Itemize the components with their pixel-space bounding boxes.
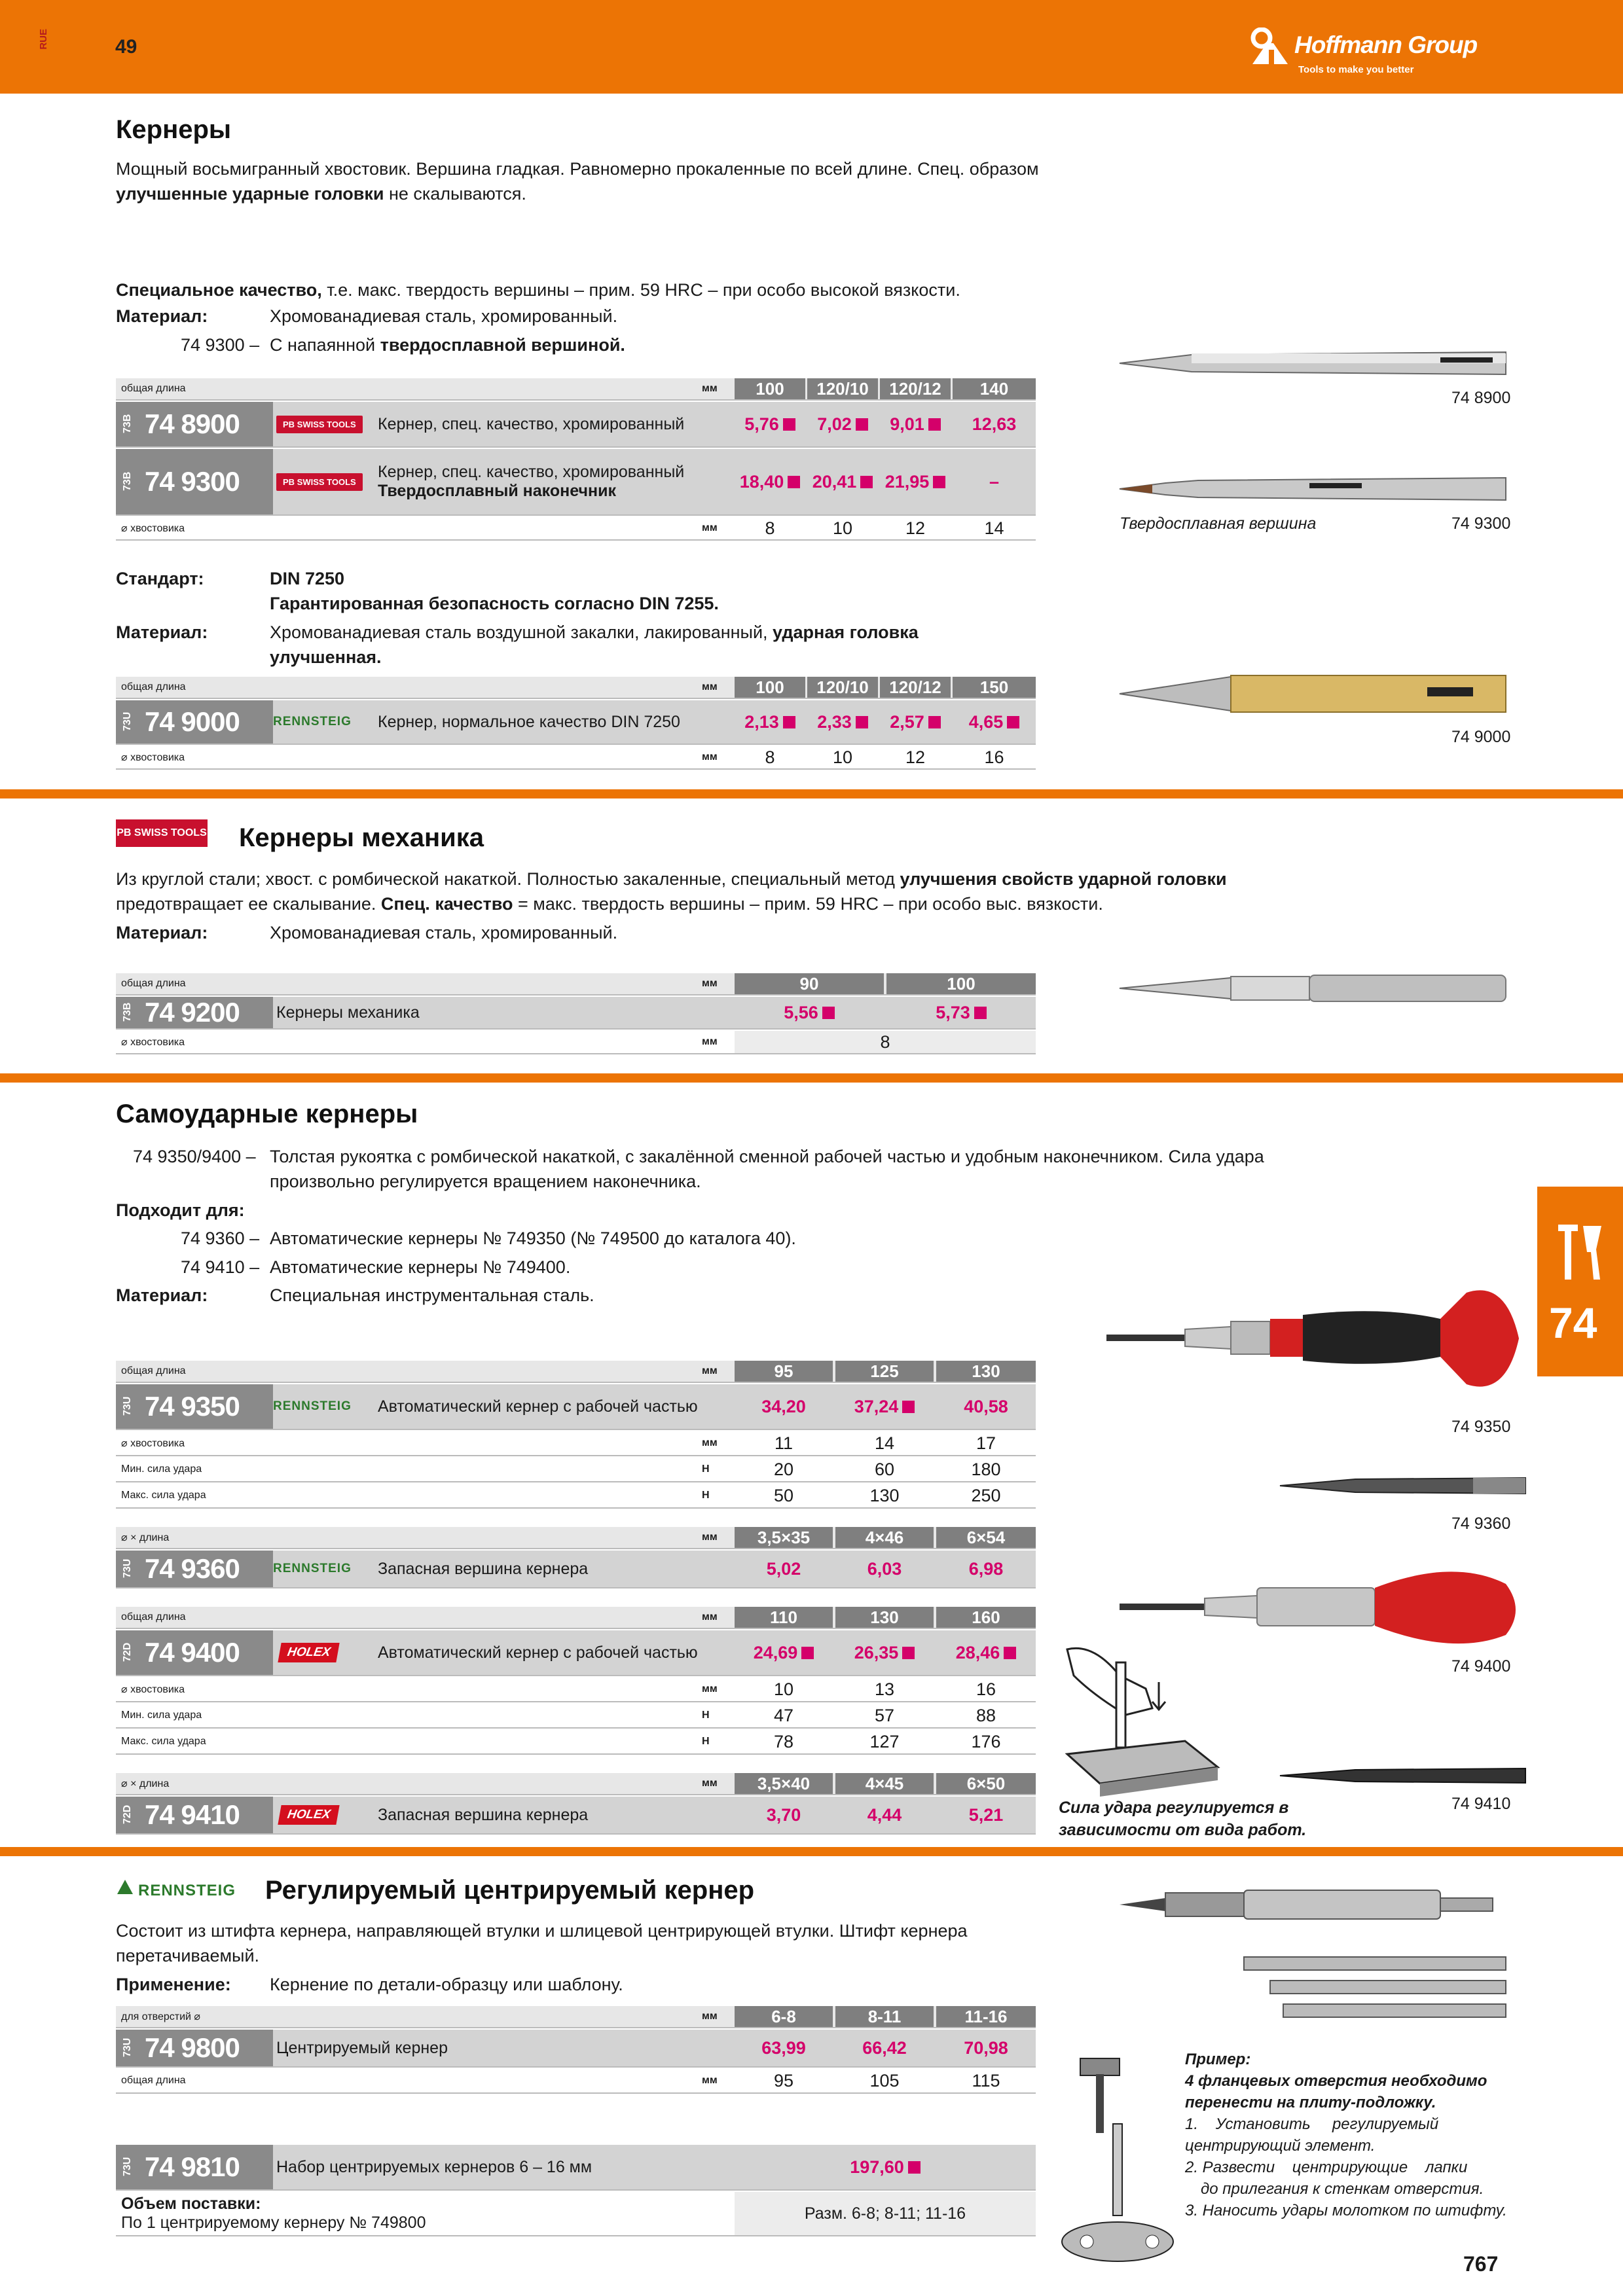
center-punch-image [1113,661,1512,726]
value: 115 [972,2070,1000,2090]
value: 12 [905,747,926,767]
article-number: 73U 74 9000 [116,700,273,744]
image-caption: 74 9360 [1451,1515,1511,1533]
brand-logo: HOLEX [280,1797,338,1833]
fit-label: Подходит для: [116,1200,245,1220]
unit: мм [702,522,718,533]
section-title: Самоударные кернеры [116,1100,418,1128]
note-text: произвольно регулируется вращением наконечника. [270,1172,701,1191]
col-header: 160 [936,1607,1036,1628]
article-number: 72D 74 9400 [116,1630,273,1675]
quality-line: Специальное качество, т.е. макс. твердость вершины – прим. 59 HRC – при особо высокой вязкости. [116,280,960,300]
unit: мм [702,681,718,692]
image-caption: Твердосплавная вершина [1120,514,1317,533]
product-description: Кернеры механика [276,1003,420,1022]
spec-row [116,1704,1036,1729]
price[interactable]: 5,02 [766,1558,801,1579]
example-line: перенести на плиту-подложку. [1185,2094,1436,2111]
value: 180 [971,1459,1001,1479]
note-number: 74 9350/9400 – [133,1147,256,1166]
col-header: 6×50 [936,1773,1036,1794]
example-line: 3. Наносить удары молотком по штифту. [1185,2202,1507,2219]
center-punch-image [1113,466,1512,512]
material-text: Хромованадиевая сталь воздушной закалки, лакированный, ударная головка [270,622,919,642]
section-title: Регулируемый центрируемый кернер [265,1876,755,1905]
value: 105 [869,2070,900,2090]
col-header: 120/10 [807,677,878,698]
intro-line: Мощный восьмигранный хвостовик. Вершина гладкая. Равномерно прокаленные по всей длине. Спец. образом [116,159,1039,179]
page-header [0,0,1623,94]
image-caption: 74 9350 [1451,1418,1511,1436]
col-header: 100 [735,677,805,698]
centering-punch-image [1113,1878,1519,2029]
hoffmann-logo [1247,27,1509,80]
supply-row [116,2192,1036,2236]
spec-row [116,1431,1036,1456]
table-header-row [116,973,1036,996]
header-label: общая длина [121,978,186,989]
example-illustration [1054,2045,1192,2278]
unit: Н [702,1736,710,1747]
brand-logo: RENNSTEIG [273,1399,352,1413]
price[interactable]: 5,21 [968,1804,1004,1825]
value: 14 [874,1433,895,1453]
application-text: Кернение по детали-образцу или шаблону. [270,1975,623,1994]
col-header: 125 [835,1361,934,1382]
price[interactable]: 6,98 [968,1558,1004,1579]
price[interactable]: 40,58 [964,1396,1008,1416]
example-line: центрирующий элемент. [1185,2137,1376,2155]
product-description: Запасная вершина кернера [378,1559,589,1578]
logo-name: Hoffmann Group [1294,31,1478,58]
material-text: улучшенная. [270,647,382,667]
value: 13 [874,1679,895,1699]
article-number: 73B 74 8900 [116,402,273,446]
col-header: 6×54 [936,1527,1036,1548]
table-row[interactable] [116,1384,1036,1430]
value: 88 [976,1705,996,1725]
col-header: 130 [936,1361,1036,1382]
unit: Н [702,1710,710,1721]
value: 12 [905,518,926,538]
price[interactable]: 24,69 [735,1630,833,1675]
col-header: 100 [735,378,805,399]
material-text: Специальная инструментальная сталь. [270,1285,594,1305]
unit: Н [702,1490,710,1501]
col-header: 120/12 [880,677,951,698]
price[interactable]: 26,35 [835,1630,934,1675]
col-header: 8-11 [835,2006,934,2027]
article-number: 73U 74 9810 [116,2145,273,2189]
article-number: 73B 74 9300 [116,449,273,514]
unit: мм [702,1036,718,1047]
article-number: 73B 74 9200 [116,997,273,1028]
value: 95 [773,2070,794,2090]
replacement-tip-image [1277,1466,1539,1505]
spec-row [116,1730,1036,1755]
product-description: Кернер, спец. качество, хромированный [378,414,685,433]
col-header: 3,5×35 [735,1527,833,1548]
product-description: Автоматический кернер с рабочей частью [378,1643,698,1662]
product-description: Набор центрируемых кернеров 6 – 16 мм [276,2157,593,2176]
table-header-row [116,1361,1036,1383]
table-header-row [116,1527,1036,1549]
header-label: для отверстий ⌀ [121,2011,201,2022]
page-number-footer: 767 [1463,2252,1499,2276]
example-line: 1. Установить регулируемый [1185,2115,1439,2133]
value: 17 [976,1433,996,1453]
col-header: 120/12 [880,378,951,399]
col-header: 110 [735,1607,833,1628]
page-number: 49 [115,36,137,58]
value: 16 [984,747,1004,767]
spec-row [116,1458,1036,1482]
material-label: Материал: [116,923,208,942]
price[interactable]: 2,33 [807,700,878,744]
image-caption: Сила удара регулируется в [1059,1799,1289,1817]
value: 8 [735,1031,1036,1053]
table-footer-row [116,517,1036,541]
table-row[interactable] [116,2030,1036,2068]
unit: мм [702,1611,718,1623]
material-text: Хромованадиевая сталь, хромированный. [270,923,618,942]
image-caption: зависимости от вида работ. [1059,1821,1307,1839]
product-description: Автоматический кернер с рабочей частью [378,1397,698,1416]
desc-line: Состоит из штифта кернера, направляющей втулки и шлицевой центрирующей втулки. Штифт кернера [116,1921,968,1941]
price[interactable]: 63,99 [761,2037,806,2058]
price[interactable]: 9,01 [880,402,951,446]
price[interactable]: 5,76 [735,402,805,446]
price[interactable]: 34,20 [761,1396,806,1416]
spec-label: Мин. сила удара [121,1710,202,1721]
example-text [1185,2049,1509,2221]
price[interactable]: 5,73 [886,997,1036,1028]
table-row[interactable] [116,1797,1036,1835]
section-title: Кернеры [116,115,232,144]
spec-label: Макс. сила удара [121,1736,206,1747]
example-title: Пример: [1185,2051,1251,2068]
footer-label: ⌀ хвостовика [121,1037,185,1048]
standard-label: Стандарт: [116,569,204,588]
tools-icon [1557,1223,1603,1282]
footer-label: ⌀ хвостовика [121,752,185,763]
price[interactable]: 3,70 [766,1804,801,1825]
note-text: Толстая рукоятка с ромбической накаткой, с закалённой сменной рабочей частью и удобным наконечником. Сила удара [270,1147,1264,1166]
example-line: до прилегания к стенкам отверстия. [1201,2180,1484,2198]
price[interactable]: 4,65 [953,700,1036,744]
section-title: Кернеры механика [239,823,484,852]
brand-logo: PB SWISS TOOLS [276,449,363,514]
col-header: 6-8 [735,2006,833,2027]
spec-row [116,1484,1036,1509]
header-label: общая длина [121,681,186,692]
value: 78 [773,1731,794,1751]
value: 47 [773,1705,794,1725]
table-footer-row [116,1031,1036,1054]
unit: мм [702,1778,718,1789]
material-text: Хромованадиевая сталь, хромированный. [270,306,618,326]
standard-text: DIN 7250 [270,569,345,588]
unit: мм [702,1437,718,1448]
header-label: общая длина [121,1611,186,1623]
value: 57 [874,1705,895,1725]
standard-text: Гарантированная безопасность согласно DIN 7255. [270,594,719,613]
hand-illustration [1054,1636,1237,1800]
table-row[interactable] [116,700,1036,745]
intro-line: улучшенные ударные головки не скалываются. [116,184,526,204]
value: 176 [971,1731,1001,1751]
footer-label: общая длина [121,2075,186,2086]
material-label: Материал: [116,622,208,642]
table-row[interactable] [116,449,1036,516]
price[interactable]: 5,56 [735,997,884,1028]
col-header: 3,5×40 [735,1773,833,1794]
image-caption: 74 8900 [1451,389,1511,407]
value: 130 [869,1485,900,1505]
desc-line: предотвращает ее скалывание. Спец. качество = макс. твердость вершины – прим. 59 HRC – при особо выс. вязкости. [116,894,1103,914]
table-row[interactable] [116,1630,1036,1676]
product-description: Центрируемый кернер [276,2038,448,2057]
section-divider [0,1847,1623,1856]
header-label: ⌀ × длина [121,1532,170,1543]
spec-label: Макс. сила удара [121,1490,206,1501]
unit: мм [702,1683,718,1695]
unit: мм [702,978,718,989]
article-number: 73U 74 9800 [116,2030,273,2066]
rennsteig-logo-icon [116,1877,134,1895]
image-caption: 74 9400 [1451,1657,1511,1676]
spec-row [116,1677,1036,1702]
unit: мм [702,383,718,394]
unit: мм [702,1365,718,1376]
table-row[interactable] [116,997,1036,1030]
article-number: 73U 74 9360 [116,1551,273,1587]
price[interactable]: 197,60 [735,2145,1036,2189]
note-text: Автоматические кернеры № 749400. [270,1257,571,1277]
value: 8 [765,747,775,767]
rennsteig-logo: RENNSTEIG [116,1877,236,1900]
mechanic-punch-image [1113,962,1512,1014]
image-caption: 74 9300 [1451,514,1511,533]
price[interactable]: 7,02 [807,402,878,446]
value: 11 [774,1433,793,1453]
value: 14 [984,518,1004,538]
value: 250 [971,1485,1001,1505]
price[interactable]: 12,63 [972,414,1017,434]
col-header: 140 [953,378,1036,399]
brand-logo: PB SWISS TOOLS [276,402,363,446]
example-line: 2. Развести центрирующие лапки [1185,2159,1468,2176]
unit: Н [702,1463,710,1475]
supply-info: Объем поставки: По 1 центрируемому кернеру № 749800 [121,2195,426,2232]
unit: мм [702,2075,718,2086]
sizes: Разм. 6-8; 8-11; 11-16 [735,2192,1036,2235]
header-label: ⌀ × длина [121,1778,170,1789]
article-number: 72D 74 9410 [116,1797,273,1833]
price[interactable]: 2,13 [735,700,805,744]
price[interactable]: 70,98 [964,2037,1008,2058]
spec-label: Мин. сила удара [121,1463,202,1475]
table-header-row [116,677,1036,699]
col-header: 4×45 [835,1773,934,1794]
material-label: Материал: [116,1285,208,1305]
value: 16 [976,1679,996,1699]
example-line: 4 фланцевых отверстия необходимо [1185,2072,1487,2090]
automatic-punch-image [1100,1273,1532,1417]
price[interactable]: 20,41 [807,449,878,514]
note-text: С напаянной твердосплавной вершиной. [270,335,625,355]
spec-label: ⌀ хвостовика [121,1438,185,1449]
article-number: 73U 74 9350 [116,1384,273,1429]
price[interactable]: 18,40 [735,449,805,514]
price[interactable]: 21,95 [880,449,951,514]
language-code: RUE [38,29,49,50]
col-header: 130 [835,1607,934,1628]
section-divider [0,789,1623,798]
value: 127 [869,1731,900,1751]
product-description: Кернер, нормальное качество DIN 7250 [378,712,680,731]
chapter-tab[interactable] [1537,1187,1623,1376]
note-number: 74 9300 – [181,335,260,355]
desc-line: перетачиваемый. [116,1946,260,1965]
col-header: 150 [953,677,1036,698]
table-header-row [116,1607,1036,1629]
brand-logo: RENNSTEIG [273,715,352,728]
col-header: 100 [886,973,1036,994]
brand-logo: HOLEX [280,1630,338,1675]
col-header: 90 [735,973,884,994]
brand-logo: RENNSTEIG [273,1562,352,1575]
price[interactable]: 4,44 [867,1804,902,1825]
value: 10 [832,518,853,538]
section-divider [0,1073,1623,1083]
col-header: 4×46 [835,1527,934,1548]
unit: мм [702,2011,718,2022]
image-caption: 74 9000 [1451,728,1511,746]
footer-label: ⌀ хвостовика [121,523,185,534]
table-row[interactable] [116,1551,1036,1588]
hoffmann-logo-icon [1247,27,1293,67]
price[interactable]: 28,46 [936,1630,1036,1675]
replacement-tip-image [1277,1759,1539,1792]
center-punch-image [1113,340,1512,386]
product-description: Кернер, спец. качество, хромированный Твердосплавный наконечник [378,463,685,500]
value: 50 [773,1485,794,1505]
image-caption: 74 9410 [1451,1795,1511,1813]
header-label: общая длина [121,1365,186,1376]
note-number: 74 9360 – [181,1229,260,1248]
unit: мм [702,1532,718,1543]
price[interactable]: 66,42 [862,2037,907,2058]
spec-label: ⌀ хвостовика [121,1684,185,1695]
table-row[interactable] [116,402,1036,448]
value: 8 [765,518,775,538]
note-text: Автоматические кернеры № 749350 (№ 749500 до каталога 40). [270,1229,796,1248]
table-footer-row [116,2069,1036,2094]
table-header-row [116,1773,1036,1795]
header-label: общая длина [121,383,186,394]
note-number: 74 9410 – [181,1257,260,1277]
col-header: 120/10 [807,378,878,399]
table-footer-row [116,746,1036,770]
col-header: 11-16 [936,2006,1036,2027]
col-header: 95 [735,1361,833,1382]
unit: мм [702,751,718,762]
table-header-row [116,2006,1036,2028]
value: 10 [773,1679,794,1699]
value: 20 [773,1459,794,1479]
price[interactable]: 6,03 [867,1558,902,1579]
price[interactable]: – [989,471,1000,492]
price[interactable]: 2,57 [880,700,951,744]
chapter-number: 74 [1549,1299,1597,1347]
value: 60 [874,1459,895,1479]
table-row[interactable] [116,2145,1036,2191]
logo-tagline: Tools to make you better [1298,64,1414,75]
price[interactable]: 37,24 [835,1384,934,1429]
product-description: Запасная вершина кернера [378,1805,589,1824]
application-label: Применение: [116,1975,231,1994]
pb-swiss-tools-logo: PB SWISS TOOLS [116,819,208,847]
desc-line: Из круглой стали; хвост. с ромбической накаткой. Полностью закаленные, специальный метод улучшения свойств ударной головки [116,869,1227,889]
table-header-row [116,378,1036,401]
value: 10 [832,747,853,767]
material-label: Материал: [116,306,208,326]
